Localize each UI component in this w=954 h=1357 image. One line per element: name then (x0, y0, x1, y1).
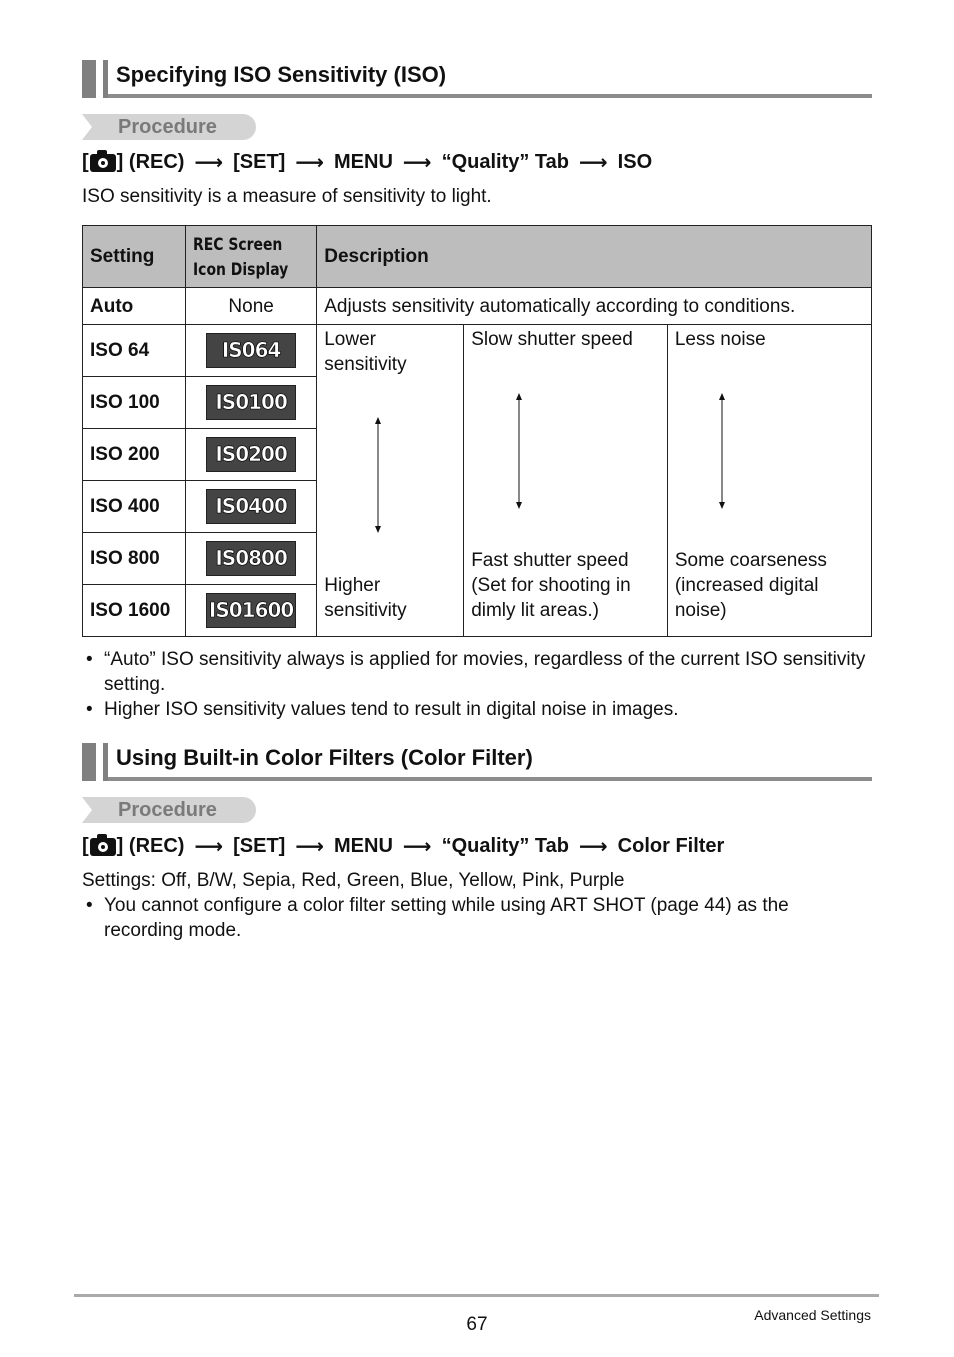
arrow-right-icon: ⟶ (402, 152, 432, 174)
path-tab: “Quality” Tab (441, 835, 569, 857)
intro-text: ISO sensitivity is a measure of sensitivity to light. (82, 186, 492, 207)
menu-path (82, 834, 724, 859)
procedure-badge (82, 797, 256, 823)
header-description: Description (317, 226, 872, 288)
iso-icon: IS0200 (206, 437, 296, 472)
arrow-right-icon: ⟶ (295, 152, 325, 174)
list-item (82, 647, 872, 697)
path-rec: (REC) (128, 151, 185, 173)
setting-cell: ISO 1600 (83, 585, 186, 637)
shutter-bottom: Fast shutter speed (Set for shooting in dimly lit areas.) (471, 550, 631, 621)
icon-cell (186, 325, 317, 377)
bullet: • (86, 895, 93, 916)
arrow-right-icon: ⟶ (295, 836, 325, 858)
icon-cell (186, 585, 317, 637)
iso-icon: IS01600 (206, 593, 296, 628)
setting-cell: ISO 400 (83, 481, 186, 533)
arrow-right-icon: ⟶ (579, 836, 608, 858)
procedure-badge (82, 114, 256, 140)
sensitivity-cell (317, 325, 464, 637)
menu-path (82, 150, 652, 175)
path-tab: “Quality” Tab (441, 151, 569, 173)
heading-bar (103, 60, 108, 98)
bracket-close: ] (116, 151, 124, 173)
iso-notes (82, 647, 872, 722)
bullet: • (86, 699, 93, 720)
setting-cell: ISO 800 (83, 533, 186, 585)
header-setting: Setting (83, 226, 186, 288)
heading-rule (108, 94, 872, 98)
note-text: Higher ISO sensitivity values tend to result in digital noise in images. (104, 699, 679, 720)
iso-table (82, 225, 872, 637)
table-row (83, 288, 872, 325)
path-menu: MENU (334, 835, 393, 857)
iso-icon: IS064 (206, 333, 296, 368)
icon-cell (186, 377, 317, 429)
header-icon-line2: Icon Display (193, 259, 289, 280)
setting-cell: ISO 200 (83, 429, 186, 481)
list-item (82, 893, 872, 943)
section-title: Specifying ISO Sensitivity (ISO) (116, 62, 447, 87)
page-number: 67 (466, 1314, 488, 1335)
icon-cell (186, 429, 317, 481)
list-item (82, 697, 872, 722)
arrow-right-icon: ⟶ (194, 152, 224, 174)
procedure-notch (82, 797, 92, 823)
icon-cell (186, 533, 317, 585)
header-icon-line1: REC Screen (193, 234, 283, 255)
path-menu: MENU (334, 151, 393, 173)
iso-icon: IS0400 (206, 489, 296, 524)
icon-cell (186, 481, 317, 533)
section-heading-color-filter (82, 743, 872, 781)
bracket-open: [ (82, 835, 89, 857)
path-target: Color Filter (617, 835, 725, 857)
setting-cell: ISO 100 (83, 377, 186, 429)
description-cell: Adjusts sensitivity automatically according to conditions. (317, 288, 872, 325)
heading-bar (82, 60, 96, 98)
noise-cell (667, 325, 871, 637)
settings-text: Settings: Off, B/W, Sepia, Red, Green, Blue, Yellow, Pink, Purple (82, 870, 625, 891)
path-target: ISO (617, 151, 653, 173)
double-arrow-icon (372, 417, 384, 533)
setting-cell: Auto (83, 288, 186, 325)
path-set: [SET] (233, 151, 286, 173)
footer-rule (74, 1294, 879, 1297)
procedure-notch (82, 114, 92, 140)
sensitivity-top: Lower sensitivity (324, 329, 407, 375)
color-filter-notes (82, 893, 872, 943)
bracket-open: [ (82, 151, 89, 173)
camera-icon (90, 838, 116, 856)
setting-cell: ISO 64 (83, 325, 186, 377)
shutter-cell (464, 325, 668, 637)
noise-bottom: Some coarseness (increased digital noise) (674, 550, 827, 621)
icon-cell: None (186, 288, 317, 325)
arrow-right-icon: ⟶ (579, 152, 608, 174)
heading-bar (82, 743, 96, 781)
bracket-close: ] (116, 835, 124, 857)
double-arrow-icon (716, 393, 728, 509)
table-header-row (83, 226, 872, 288)
table-row (83, 325, 872, 377)
note-text: “Auto” ISO sensitivity always is applied for movies, regardless of the current ISO sensitivity setting. (104, 649, 866, 695)
procedure-label: Procedure (118, 799, 217, 821)
double-arrow-icon (513, 393, 525, 509)
bullet: • (86, 649, 93, 670)
footer-section-name: Advanced Settings (754, 1307, 871, 1323)
path-rec: (REC) (128, 835, 185, 857)
section-heading-iso (82, 60, 872, 98)
heading-rule (108, 777, 872, 781)
camera-icon (90, 154, 116, 172)
heading-bar (103, 743, 108, 781)
sensitivity-bottom: Higher sensitivity (324, 575, 407, 621)
arrow-right-icon: ⟶ (402, 836, 432, 858)
header-icon-display (186, 226, 317, 288)
iso-icon: IS0100 (206, 385, 296, 420)
shutter-top: Slow shutter speed (471, 329, 633, 350)
path-set: [SET] (233, 835, 286, 857)
iso-icon: IS0800 (206, 541, 296, 576)
noise-top: Less noise (674, 329, 766, 350)
procedure-label: Procedure (118, 116, 217, 138)
note-text: You cannot configure a color filter setting while using ART SHOT (page 44) as the recording mode. (104, 895, 789, 941)
arrow-right-icon: ⟶ (194, 836, 224, 858)
section-title: Using Built-in Color Filters (Color Filter) (116, 745, 533, 770)
